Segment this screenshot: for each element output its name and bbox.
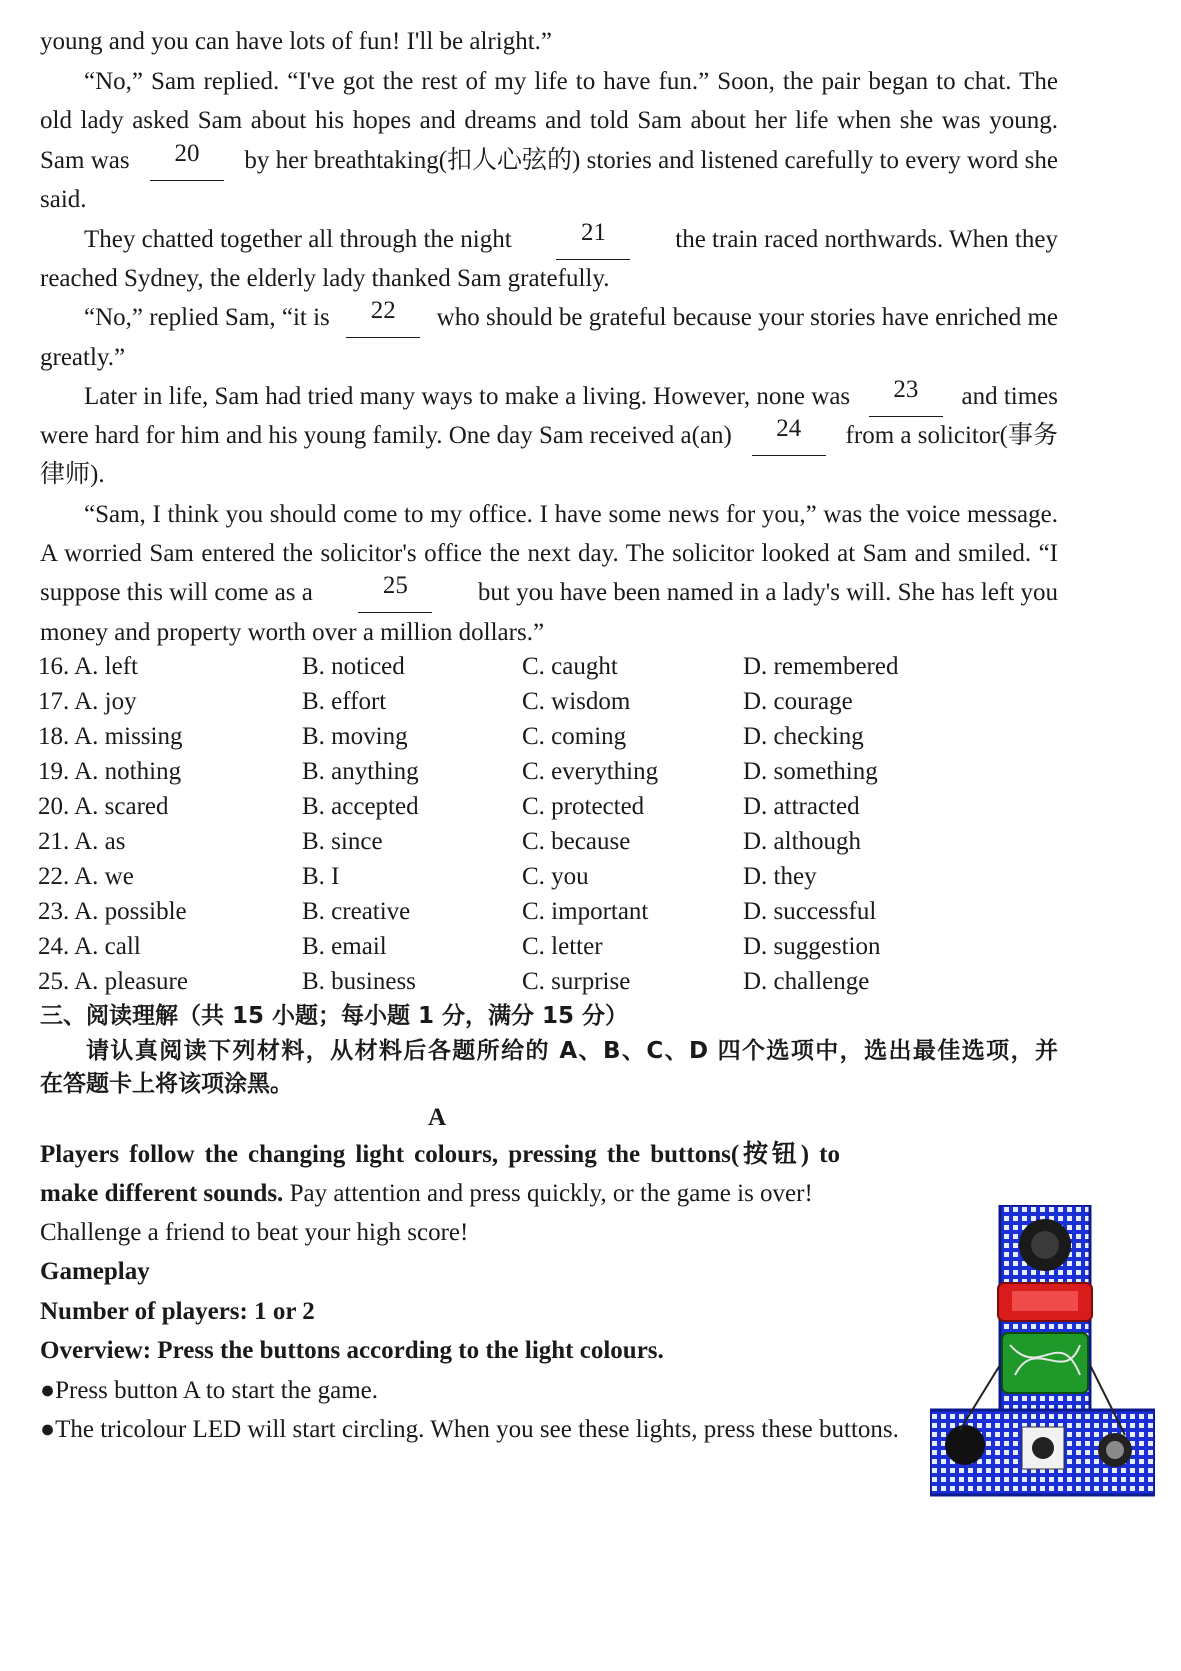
blank-22: 22 <box>346 298 420 338</box>
intro-text: Pay attention and press quickly, or the game is over! <box>283 1180 813 1207</box>
option-c: C. caught <box>522 653 618 680</box>
blank-21: 21 <box>556 220 630 260</box>
passage-line: A worried Sam entered the solicitor's office the next day. The solicitor looked at Sam and smiled. “I <box>40 540 1058 567</box>
option-a: 22. A. we <box>38 863 134 890</box>
intro-line: Challenge a friend to beat your high score! <box>40 1219 469 1246</box>
option-b: B. I <box>302 863 340 890</box>
text-segment: and times <box>961 383 1058 410</box>
option-a: 17. A. joy <box>38 688 137 715</box>
text-segment: but you have been named in a lady's will. She has left you <box>477 579 1058 606</box>
section-instructions: 在答题卡上将该项涂黑。 <box>40 1071 293 1097</box>
option-d: D. remembered <box>743 653 899 680</box>
passage-line: reached Sydney, the elderly lady thanked Sam gratefully. <box>40 265 610 292</box>
option-d: D. successful <box>743 898 877 925</box>
option-c: C. coming <box>522 723 627 750</box>
passage-line: 律师). <box>40 461 105 488</box>
option-a: 19. A. nothing <box>38 758 182 785</box>
passage-heading: A <box>428 1104 447 1131</box>
text-segment: “No,” replied Sam, “it is <box>84 304 330 331</box>
text-segment: They chatted together all through the night <box>84 226 512 253</box>
passage-line: young and you can have lots of fun! I'll be alright.” <box>40 28 552 55</box>
blank-20: 20 <box>150 141 224 181</box>
option-a: 20. A. scared <box>38 793 169 820</box>
intro-line <box>40 1174 840 1214</box>
passage-line: said. <box>40 186 87 213</box>
passage-line: money and property worth over a million dollars.” <box>40 619 545 646</box>
option-d: D. suggestion <box>743 933 881 960</box>
option-c: C. important <box>522 898 649 925</box>
option-d: D. they <box>743 863 817 890</box>
option-a: 23. A. possible <box>38 898 187 925</box>
option-a: 16. A. left <box>38 653 138 680</box>
option-c: C. protected <box>522 793 645 820</box>
option-d: D. challenge <box>743 968 870 995</box>
blank-24: 24 <box>752 416 826 456</box>
option-c: C. because <box>522 828 631 855</box>
passage-line <box>40 416 1058 456</box>
text-segment: from a solicitor(事务 <box>845 422 1058 449</box>
bullet-item: ●The tricolour LED will start circling. When you see these lights, press these buttons. <box>40 1416 899 1443</box>
passage-line <box>84 298 1058 338</box>
blank-25: 25 <box>358 573 432 613</box>
option-b: B. moving <box>302 723 408 750</box>
section-instructions: 请认真阅读下列材料，从材料后各题所给的 A、B、C、D 四个选项中，选出最佳选项，并 <box>86 1038 1058 1064</box>
option-a: 21. A. as <box>38 828 126 855</box>
passage-line <box>84 377 1058 417</box>
option-c: C. wisdom <box>522 688 631 715</box>
text-segment: suppose this will come as a <box>40 579 313 606</box>
option-d: D. something <box>743 758 878 785</box>
text-segment: Later in life, Sam had tried many ways to make a living. However, none was <box>84 383 851 410</box>
option-b: B. accepted <box>302 793 419 820</box>
option-b: B. creative <box>302 898 411 925</box>
text-segment: by her breathtaking(扣人心弦的) stories and listened carefully to every word she <box>244 147 1058 174</box>
option-b: B. effort <box>302 688 387 715</box>
intro-line: Players follow the changing light colours, pressing the buttons(按钮) to <box>40 1141 840 1168</box>
players-line: Number of players: 1 or 2 <box>40 1298 315 1325</box>
intro-bold-text: make different sounds. <box>40 1180 284 1207</box>
gameplay-heading: Gameplay <box>40 1258 150 1285</box>
option-c: C. surprise <box>522 968 631 995</box>
overview-line: Overview: Press the buttons according to the light colours. <box>40 1337 664 1364</box>
option-b: B. anything <box>302 758 419 785</box>
passage-line <box>84 220 1058 260</box>
option-d: D. although <box>743 828 862 855</box>
game-toy-image <box>930 1205 1155 1505</box>
option-a: 24. A. call <box>38 933 141 960</box>
option-b: B. since <box>302 828 383 855</box>
option-a: 18. A. missing <box>38 723 183 750</box>
option-a: 25. A. pleasure <box>38 968 188 995</box>
option-c: C. letter <box>522 933 603 960</box>
text-segment: Sam was <box>40 147 130 174</box>
section-title: 三、阅读理解（共 15 小题；每小题 1 分，满分 15 分） <box>40 1003 629 1029</box>
bullet-item: ●Press button A to start the game. <box>40 1377 378 1404</box>
passage-line: old lady asked Sam about his hopes and dreams and told Sam about her life when she was young. <box>40 107 1058 134</box>
passage-line <box>40 141 1058 181</box>
passage-line: greatly.” <box>40 344 126 371</box>
text-segment: who should be grateful because your stories have enriched me <box>436 304 1058 331</box>
text-segment: the train raced northwards. When they <box>675 226 1058 253</box>
option-b: B. email <box>302 933 387 960</box>
text-segment: were hard for him and his young family. One day Sam received a(an) <box>40 422 732 449</box>
option-d: D. attracted <box>743 793 860 820</box>
option-b: B. business <box>302 968 416 995</box>
option-b: B. noticed <box>302 653 405 680</box>
blank-23: 23 <box>869 377 943 417</box>
passage-line <box>40 573 1058 613</box>
option-d: D. courage <box>743 688 853 715</box>
option-c: C. you <box>522 863 589 890</box>
option-c: C. everything <box>522 758 659 785</box>
passage-line: “No,” Sam replied. “I've got the rest of my life to have fun.” Soon, the pair began to chat. The <box>84 68 1058 95</box>
option-d: D. checking <box>743 723 864 750</box>
passage-line: “Sam, I think you should come to my office. I have some news for you,” was the voice message. <box>84 501 1058 528</box>
